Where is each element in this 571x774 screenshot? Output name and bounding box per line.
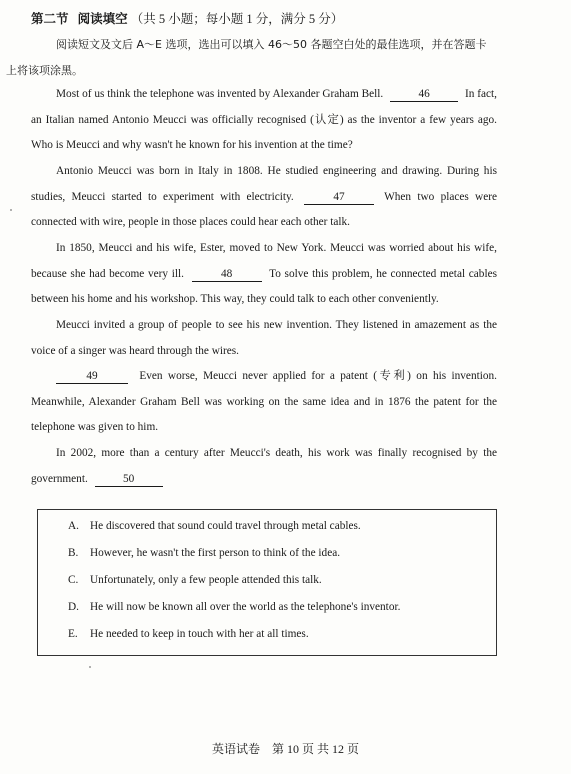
option-d-text: He will now be known all over the world as the telephone's inventor. — [90, 601, 401, 613]
section-note: （共 5 小题；每小题 1 分，满分 5 分） — [130, 12, 344, 26]
option-a — [68, 520, 361, 532]
paragraph-4-text: Meucci invited a group of people to see his new invention. They listened in amazement as the voice of a singer was heard through the wires. — [31, 319, 497, 357]
option-d-letter: D. — [68, 601, 79, 613]
option-d — [68, 601, 400, 613]
paragraph-2-text-a: Antonio Meucci was born in Italy in 1808. He studied engineering and drawing. During his studies, Meucci started to experiment with electricity. — [31, 165, 497, 203]
option-b — [68, 547, 340, 559]
option-e — [68, 628, 309, 640]
paragraph-6-text: In 2002, more than a century after Meucci's death, his work was finally recognised by the government. — [31, 447, 497, 485]
paragraph-3 — [31, 236, 497, 313]
option-c-letter: C. — [68, 574, 79, 586]
options-box — [37, 509, 497, 656]
paragraph-1 — [31, 82, 497, 159]
paragraph-6 — [31, 441, 497, 492]
paragraph-2 — [31, 159, 497, 236]
option-c-text: Unfortunately, only a few people attended this talk. — [90, 574, 322, 586]
option-e-letter: E. — [68, 628, 78, 640]
option-e-text: He needed to keep in touch with her at all times. — [90, 628, 309, 640]
instructions-line2: 上将该项涂黑。 — [6, 63, 83, 77]
paragraph-3-text-a: In 1850, Meucci and his wife, Ester, moved to New York. Meucci was worried about his wife, because she had become very ill. — [31, 242, 497, 280]
blank-49: 49 — [56, 369, 128, 384]
option-a-text: He discovered that sound could travel through metal cables. — [90, 520, 361, 532]
paragraph-2-text-b: When two places were connected with wire, people in those places could hear each other talk. — [31, 190, 498, 228]
paragraph-5-text: Even worse, Meucci never applied for a patent (专利) on his invention. Meanwhile, Alexander Graham Bell was working on the same idea and in 1876 the patent for the telephone was given to him. — [31, 370, 497, 433]
blank-47: 47 — [304, 190, 374, 205]
option-b-letter: B. — [68, 547, 79, 559]
paragraph-5 — [31, 364, 497, 441]
paragraph-1-text-b: In fact, an Italian named Antonio Meucci was officially recognised (认定) as the inventor a few years ago. Who is Meucci and why wasn't he known for his invention at the time? — [31, 88, 497, 151]
section-heading — [31, 9, 343, 27]
paragraph-1-text-a: Most of us think the telephone was invented by Alexander Graham Bell. — [56, 88, 384, 100]
option-a-letter: A. — [68, 520, 79, 532]
blank-50: 50 — [95, 472, 163, 487]
instructions — [6, 32, 497, 83]
page-footer: 英语试卷 第 10 页 共 12 页 — [211, 742, 359, 756]
blank-46: 46 — [390, 87, 458, 102]
paragraph-4 — [31, 313, 497, 364]
section-title: 阅读填空 — [77, 11, 128, 26]
option-c — [68, 574, 322, 586]
paragraph-3-text-b: To solve this problem, he connected metal cables between his home and his workshop. This way, they could talk to each other conveniently. — [31, 267, 498, 305]
margin-mark — [89, 666, 91, 668]
blank-48: 48 — [192, 267, 262, 282]
section-number: 第二节 — [31, 11, 69, 26]
margin-mark — [10, 209, 12, 211]
instructions-line1: 阅读短文及文后 A～E 选项，选出可以填入 46～50 各题空白处的最佳选项，并在答题卡 — [56, 38, 487, 51]
option-b-text: However, he wasn't the first person to think of the idea. — [90, 547, 341, 559]
